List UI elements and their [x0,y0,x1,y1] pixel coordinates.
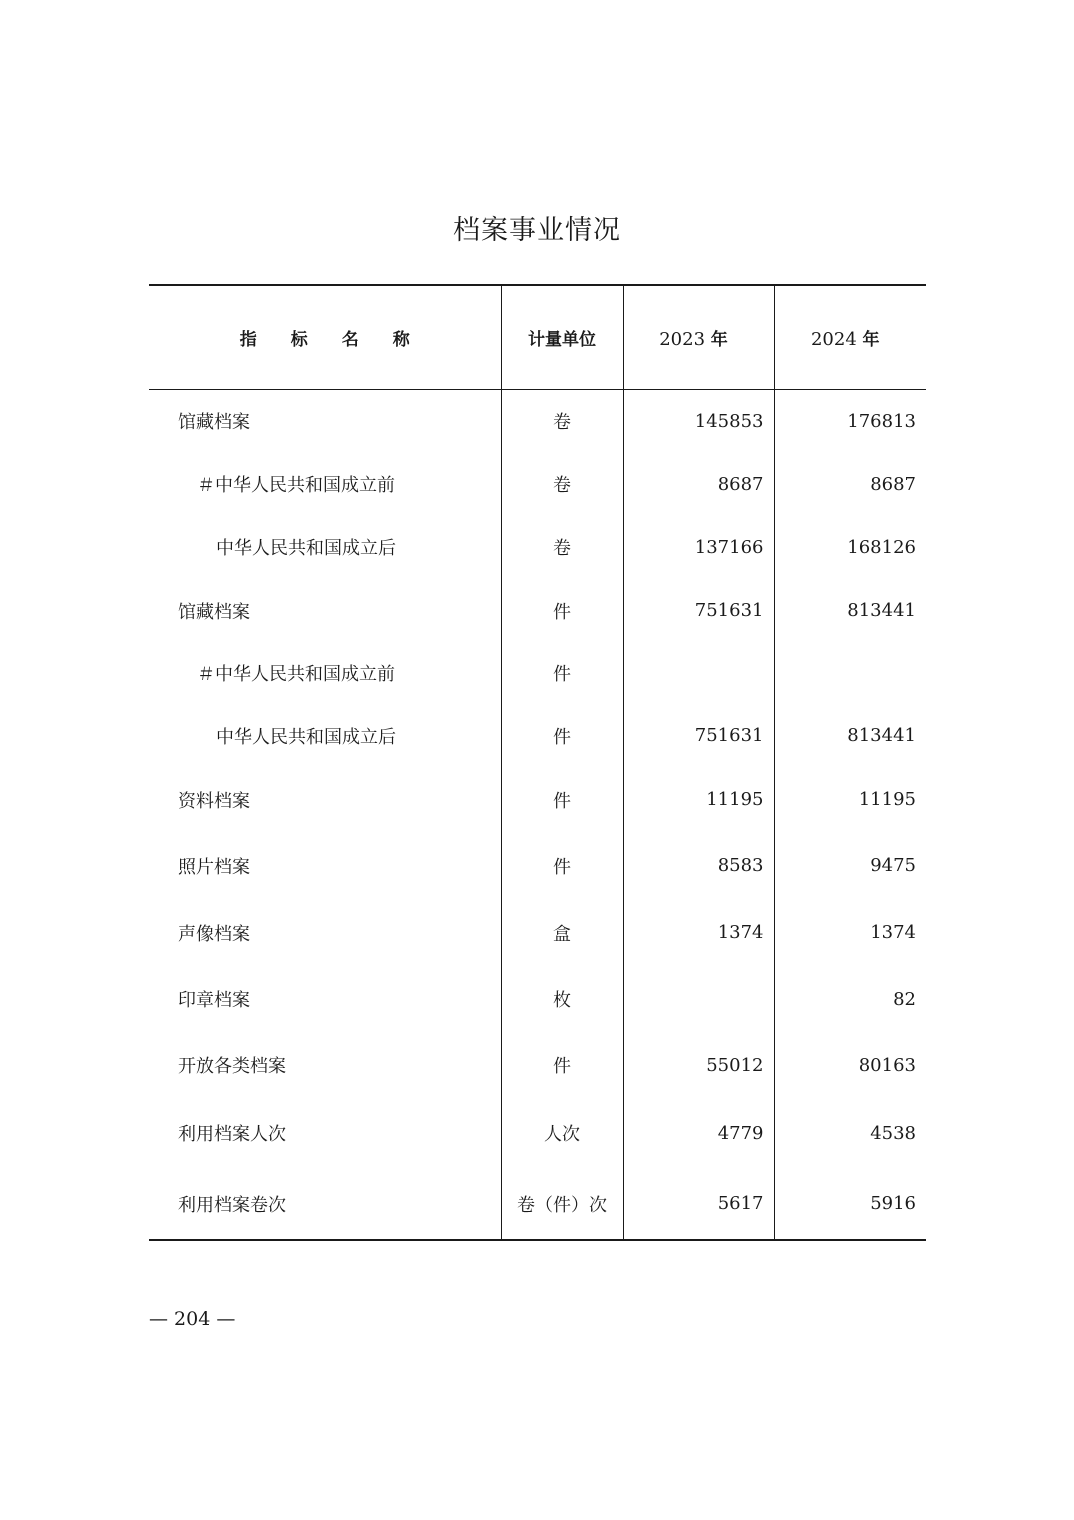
row-name: 开放各类档案 [178,1056,286,1077]
row-value-2023: 4779 [623,1098,774,1168]
row-name: 印章档案 [178,990,250,1011]
row-unit: 盒 [501,899,623,966]
row-name: 中华人民共和国成立后 [216,726,396,748]
row-unit: 枚 [501,966,623,1032]
row-value-2024: 5916 [774,1168,926,1240]
row-name: 中华人民共和国成立后 [216,538,396,559]
row-value-2024: 8687 [774,453,926,515]
row-value-2023: 8687 [623,453,774,515]
table-row [149,767,926,832]
row-value-2023 [623,966,774,1032]
row-value-2023: 55012 [623,1032,774,1098]
row-value-2024: 11195 [774,767,926,832]
row-name: 利用档案卷次 [149,1168,501,1240]
row-unit: 卷 [501,389,623,453]
row-unit: 件 [501,1032,623,1098]
row-value-2024: 4538 [774,1098,926,1168]
table-header-row [149,285,926,389]
header-year-2024-suffix: 年 [862,329,880,350]
table-row [149,899,926,966]
header-year-2024 [774,285,926,389]
archive-statistics-table [149,284,926,1241]
row-value-2023: 1374 [623,899,774,966]
row-value-2023: 137166 [623,515,774,579]
row-unit: 卷 [501,453,623,515]
header-unit: 计量单位 [501,285,623,389]
row-name: ＃中华人民共和国成立前 [197,664,395,685]
header-year-2023-suffix: 年 [710,329,728,350]
row-value-2024: 1374 [774,899,926,966]
table-row [149,579,926,642]
table-row [149,1168,926,1240]
row-value-2023: 145853 [623,389,774,453]
page-title: 档案事业情况 [453,215,621,246]
row-name: ＃中华人民共和国成立前 [197,475,395,496]
row-unit: 件 [501,832,623,899]
row-value-2024: 82 [774,966,926,1032]
table-row [149,515,926,579]
row-unit: 件 [501,579,623,642]
row-unit: 人次 [501,1098,623,1168]
table-row [149,832,926,899]
row-value-2024 [774,642,926,704]
row-value-2024: 168126 [774,515,926,579]
row-unit: 卷（件）次 [501,1168,623,1240]
header-year-2023-number: 2023 [659,328,706,350]
row-name: 馆藏档案 [178,412,250,434]
row-value-2024: 813441 [774,579,926,642]
row-value-2024: 80163 [774,1032,926,1098]
row-value-2024: 813441 [774,704,926,767]
row-value-2023: 11195 [623,767,774,832]
row-value-2023: 751631 [623,704,774,767]
row-value-2024: 9475 [774,832,926,899]
row-value-2023: 5617 [623,1168,774,1240]
row-value-2023: 751631 [623,579,774,642]
table-row [149,453,926,515]
row-value-2023 [623,642,774,704]
header-year-2023 [623,285,774,389]
row-unit: 件 [501,767,623,832]
row-value-2024: 176813 [774,389,926,453]
row-value-2023: 8583 [623,832,774,899]
row-name: 声像档案 [178,923,250,945]
table-row [149,389,926,453]
row-name: 照片档案 [178,856,250,878]
page-number: — 204 — [149,1308,236,1330]
header-year-2024-number: 2024 [810,328,857,350]
table-row [149,704,926,767]
row-name: 馆藏档案 [178,601,250,623]
table-row [149,642,926,704]
row-name: 利用档案人次 [178,1124,286,1145]
row-unit: 件 [501,642,623,704]
table-row [149,966,926,1032]
table-row [149,1098,926,1168]
row-unit: 件 [501,704,623,767]
row-unit: 卷 [501,515,623,579]
row-name: 资料档案 [178,790,250,812]
table-row [149,1032,926,1098]
header-indicator-name: 指标名称 [149,285,501,389]
